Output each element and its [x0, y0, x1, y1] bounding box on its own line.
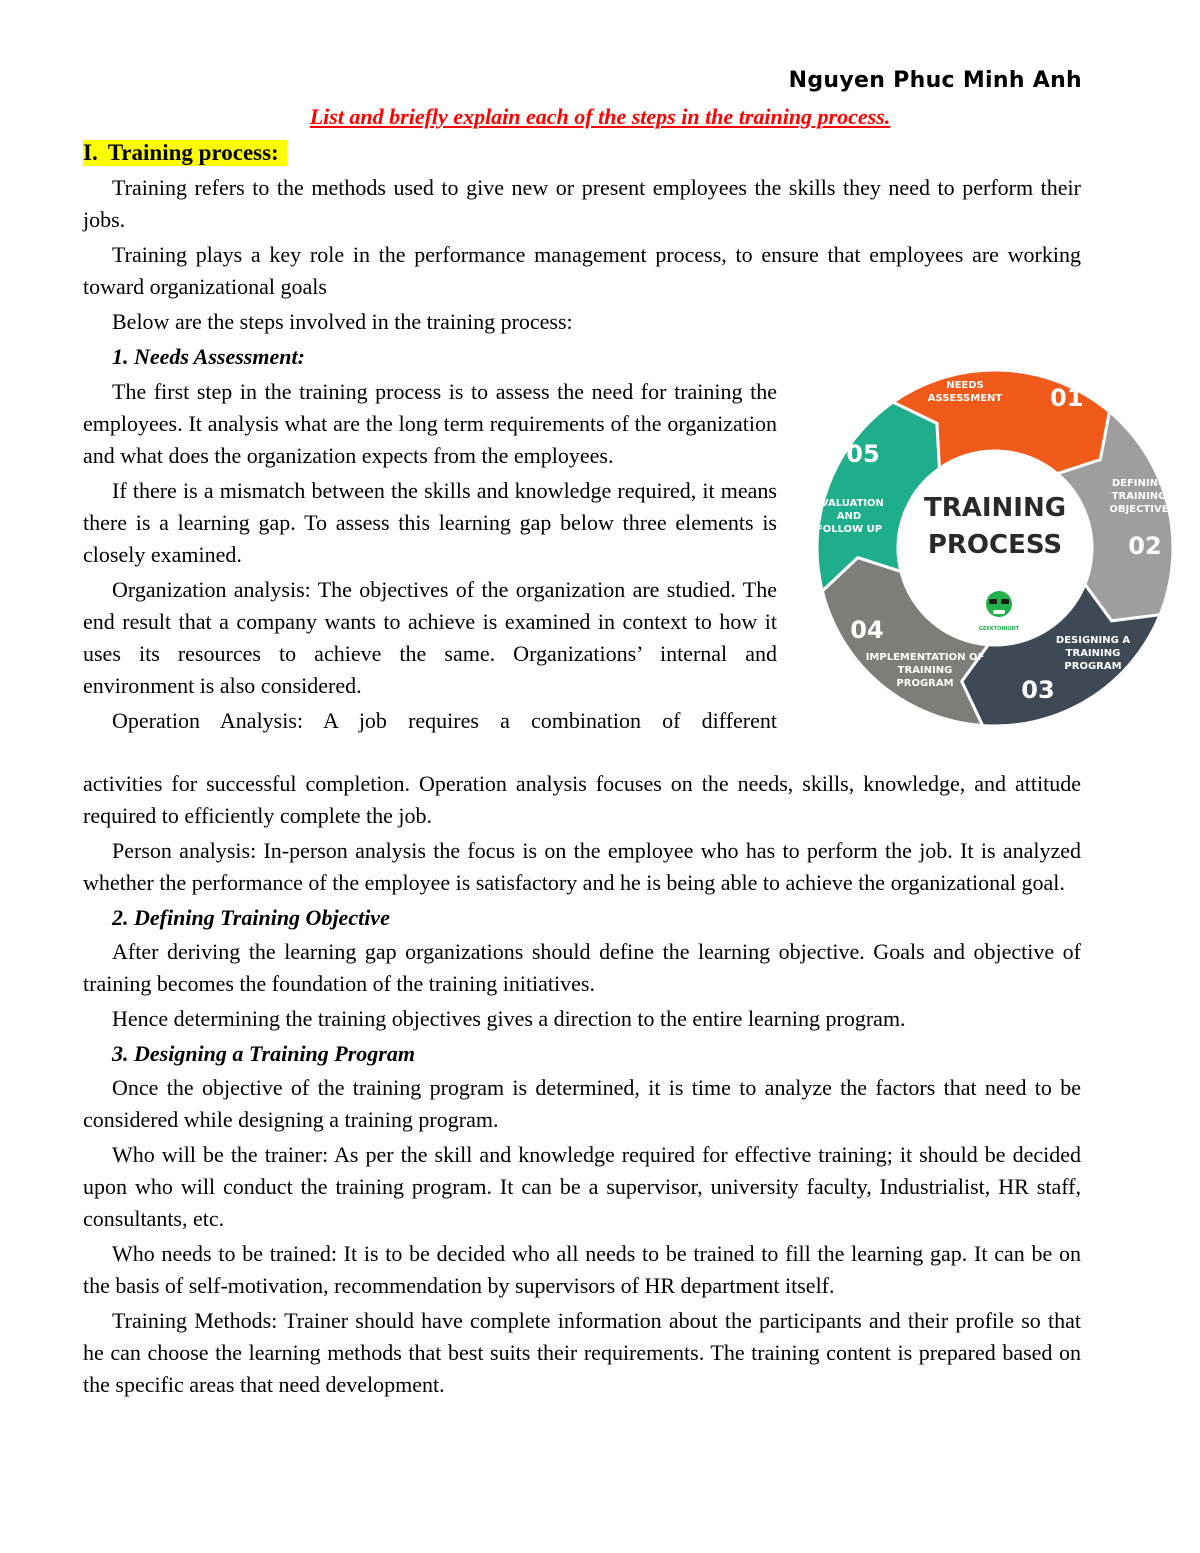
- diagram-step-label: OBJECTIVE: [1109, 504, 1169, 515]
- diagram-step-label: DEFINING: [1111, 478, 1167, 489]
- diagram-step-label: FOLLOW UP: [815, 524, 883, 535]
- step1-paragraph: The first step in the training process is to assess the need for training the employees. It analysis what are the long term requirements of the organization and what does the organization expects from the employees.: [83, 379, 777, 468]
- section-number: I.: [83, 140, 98, 165]
- diagram-step-label: ASSESSMENT: [927, 393, 1003, 404]
- step3-paragraph: Once the objective of the training program is determined, it is time to analyze the factors that need to be considered while designing a training program.: [83, 1075, 1081, 1132]
- step3-paragraph: Who will be the trainer: As per the skill and knowledge required for effective training; it should be decided upon who will conduct the training program. It can be a supervisor, university faculty, Industrialist, HR staff, consultants, etc.: [83, 1142, 1081, 1231]
- diagram-center-title-1: TRAINING: [923, 493, 1067, 523]
- diagram-step-label: TRAINING: [897, 665, 953, 676]
- step1-narrow-block: [83, 376, 777, 737]
- diagram-step-label: DESIGNING A: [1055, 635, 1131, 646]
- intro-paragraph: Training plays a key role in the performance management process, to ensure that employees are working toward organizational goals: [83, 242, 1081, 299]
- logo-text: GEEKTONIGHT: [978, 626, 1020, 632]
- intro-block: [83, 172, 1081, 375]
- section-heading: [83, 140, 287, 166]
- assignment-question: List and briefly explain each of the steps in the training process.: [309, 104, 891, 129]
- step1-heading: 1. Needs Assessment:: [112, 344, 305, 369]
- step3-heading: 3. Designing a Training Program: [112, 1041, 415, 1066]
- training-process-diagram: [805, 358, 1180, 738]
- section-title: Training process:: [107, 140, 279, 165]
- diagram-step-number: 04: [850, 616, 884, 644]
- operation-analysis-rest: activities for successful completion. Operation analysis focuses on the needs, skills, knowledge, and attitude required to efficiently complete the job.: [83, 771, 1081, 828]
- intro-paragraph: Training refers to the methods used to give new or present employees the skills they need to perform their jobs.: [83, 175, 1081, 232]
- intro-paragraph: Below are the steps involved in the training process:: [112, 309, 573, 334]
- author-name: Nguyen Phuc Minh Anh: [788, 68, 1082, 93]
- diagram-step-label: AND: [836, 511, 862, 522]
- diagram-step-label: NEEDS: [946, 380, 984, 391]
- operation-analysis-first-line: Operation Analysis: A job requires a combination of different: [112, 708, 777, 733]
- person-analysis-paragraph: Person analysis: In-person analysis the focus is on the employee who has to perform the job. It is analyzed whether the performance of the employee is satisfactory and he is being able to achieve the organizational goal.: [83, 838, 1081, 895]
- step3-paragraph: Training Methods: Trainer should have complete information about the participants and their profile so that he can choose the learning methods that best suits their requirements. The training content is prepared based on the specific areas that need development.: [83, 1308, 1081, 1397]
- step3-paragraph: Who needs to be trained: It is to be decided who all needs to be trained to fill the learning gap. It can be on the basis of self-motivation, recommendation by supervisors of HR department itself.: [83, 1241, 1081, 1298]
- diagram-center-title-2: PROCESS: [927, 530, 1063, 560]
- diagram-step-number: 01: [1050, 384, 1084, 412]
- diagram-step-label: IMPLEMENTATION OF: [865, 652, 985, 663]
- step2-paragraph: After deriving the learning gap organizations should define the learning objective. Goals and objective of training becomes the foundation of the training initiatives.: [83, 939, 1081, 996]
- step2-paragraph: Hence determining the training objectives gives a direction to the entire learning program.: [112, 1006, 906, 1031]
- step2-heading: 2. Defining Training Objective: [112, 905, 390, 930]
- diagram-step-label: PROGRAM: [896, 678, 954, 689]
- diagram-step-number: 02: [1128, 532, 1162, 560]
- diagram-step-label: TRAINING: [1111, 491, 1167, 502]
- main-block: [83, 768, 1081, 1404]
- diagram-step-label: PROGRAM: [1064, 661, 1122, 672]
- diagram-step-number: 03: [1021, 676, 1055, 704]
- step1-paragraph: Organization analysis: The objectives of the organization are studied. The end result that a company wants to achieve is examined in context to how it uses its resources to achieve the same. Organizations’ internal and environment is also considered.: [83, 577, 777, 698]
- diagram-step-label: EVALUATION: [814, 498, 884, 509]
- diagram-step-number: 05: [846, 440, 880, 468]
- step1-paragraph: If there is a mismatch between the skills and knowledge required, it means there is a learning gap. To assess this learning gap below three elements is closely examined.: [83, 478, 777, 567]
- diagram-step-label: TRAINING: [1065, 648, 1121, 659]
